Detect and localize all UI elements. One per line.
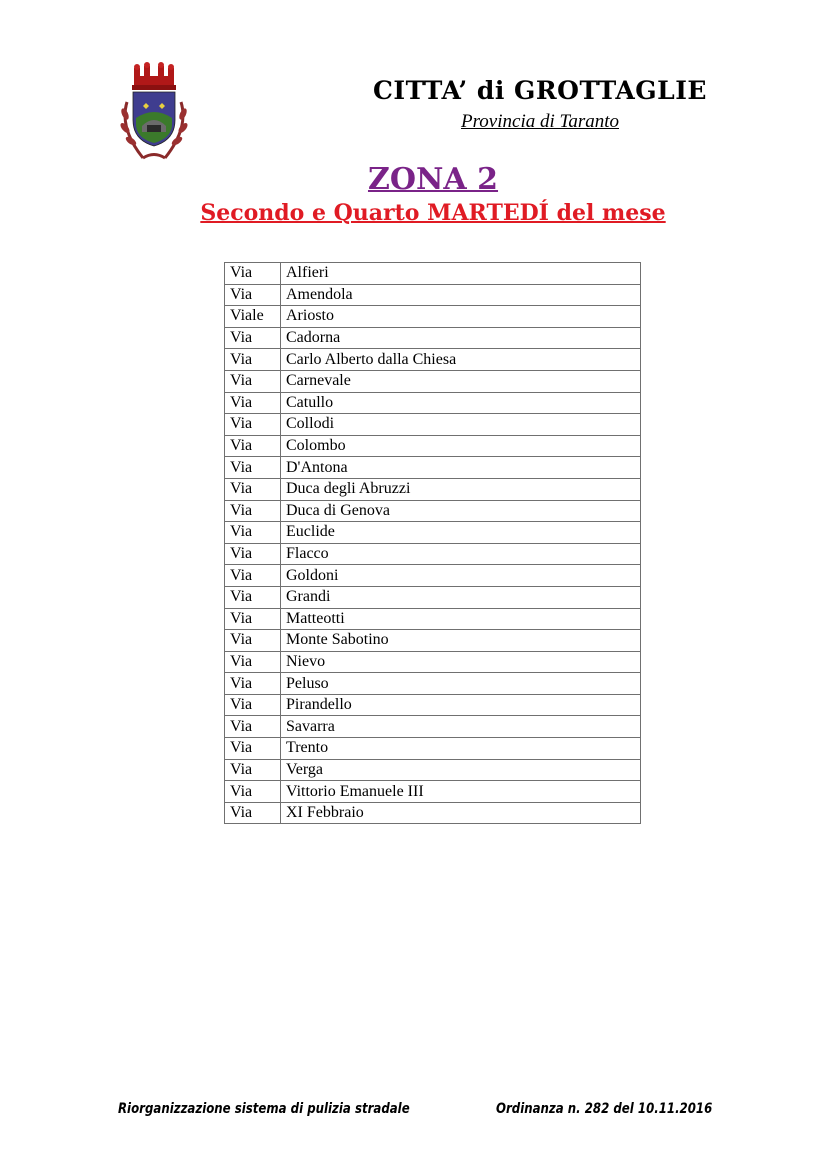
- table-row: [225, 500, 641, 522]
- street-table: [224, 262, 641, 824]
- table-row: [225, 759, 641, 781]
- table-row: [225, 802, 641, 824]
- table-row: [225, 478, 641, 500]
- table-row: [225, 522, 641, 544]
- street-type: Via: [225, 435, 281, 457]
- table-row: [225, 738, 641, 760]
- table-row: [225, 630, 641, 652]
- street-type: Via: [225, 457, 281, 479]
- street-name: Goldoni: [281, 565, 641, 587]
- table-row: [225, 565, 641, 587]
- street-name: Nievo: [281, 651, 641, 673]
- street-type: Via: [225, 370, 281, 392]
- street-type: Via: [225, 586, 281, 608]
- street-name: Ariosto: [281, 306, 641, 328]
- street-type: Via: [225, 263, 281, 285]
- street-name: Alfieri: [281, 263, 641, 285]
- street-type: Via: [225, 284, 281, 306]
- street-name: Carnevale: [281, 370, 641, 392]
- zone-title: ZONA 2: [367, 162, 499, 197]
- street-name: Collodi: [281, 414, 641, 436]
- street-type: Via: [225, 673, 281, 695]
- street-type: Via: [225, 802, 281, 824]
- table-row: [225, 370, 641, 392]
- street-type: Via: [225, 565, 281, 587]
- table-row: [225, 392, 641, 414]
- street-type: Via: [225, 478, 281, 500]
- collection-schedule: Secondo e Quarto MARTEDÍ del mese: [200, 200, 666, 226]
- street-name: D'Antona: [281, 457, 641, 479]
- street-name: Flacco: [281, 543, 641, 565]
- street-type: Via: [225, 500, 281, 522]
- table-row: [225, 651, 641, 673]
- street-name: Amendola: [281, 284, 641, 306]
- footer-description: Riorganizzazione sistema di pulizia stradale: [118, 1101, 410, 1117]
- street-type: Viale: [225, 306, 281, 328]
- street-name: Cadorna: [281, 327, 641, 349]
- street-name: Verga: [281, 759, 641, 781]
- street-name: Pirandello: [281, 694, 641, 716]
- table-row: [225, 608, 641, 630]
- street-name: Matteotti: [281, 608, 641, 630]
- street-type: Via: [225, 522, 281, 544]
- street-type: Via: [225, 414, 281, 436]
- table-row: [225, 457, 641, 479]
- table-row: [225, 673, 641, 695]
- street-type: Via: [225, 543, 281, 565]
- street-name: Duca degli Abruzzi: [281, 478, 641, 500]
- coat-of-arms-icon: [113, 58, 195, 166]
- street-type: Via: [225, 738, 281, 760]
- table-row: [225, 435, 641, 457]
- table-row: [225, 263, 641, 285]
- street-type: Via: [225, 630, 281, 652]
- street-name: Vittorio Emanuele III: [281, 781, 641, 803]
- table-row: [225, 716, 641, 738]
- street-type: Via: [225, 349, 281, 371]
- street-type: Via: [225, 392, 281, 414]
- province-subtitle: Provincia di Taranto: [461, 111, 619, 132]
- street-type: Via: [225, 716, 281, 738]
- table-row: [225, 306, 641, 328]
- street-name: Carlo Alberto dalla Chiesa: [281, 349, 641, 371]
- street-name: Euclide: [281, 522, 641, 544]
- table-row: [225, 586, 641, 608]
- street-name: Duca di Genova: [281, 500, 641, 522]
- table-row: [225, 284, 641, 306]
- city-title: CITTA’ di GROTTAGLIE: [373, 76, 707, 105]
- street-type: Via: [225, 759, 281, 781]
- street-type: Via: [225, 608, 281, 630]
- street-name: Monte Sabotino: [281, 630, 641, 652]
- table-row: [225, 349, 641, 371]
- footer-ordinance: Ordinanza n. 282 del 10.11.2016: [496, 1101, 713, 1117]
- street-name: Colombo: [281, 435, 641, 457]
- table-row: [225, 781, 641, 803]
- street-type: Via: [225, 694, 281, 716]
- street-name: Trento: [281, 738, 641, 760]
- table-row: [225, 414, 641, 436]
- table-row: [225, 694, 641, 716]
- street-name: XI Febbraio: [281, 802, 641, 824]
- street-type: Via: [225, 327, 281, 349]
- street-name: Peluso: [281, 673, 641, 695]
- table-row: [225, 543, 641, 565]
- street-name: Savarra: [281, 716, 641, 738]
- street-name: Grandi: [281, 586, 641, 608]
- street-name: Catullo: [281, 392, 641, 414]
- table-row: [225, 327, 641, 349]
- street-type: Via: [225, 781, 281, 803]
- street-type: Via: [225, 651, 281, 673]
